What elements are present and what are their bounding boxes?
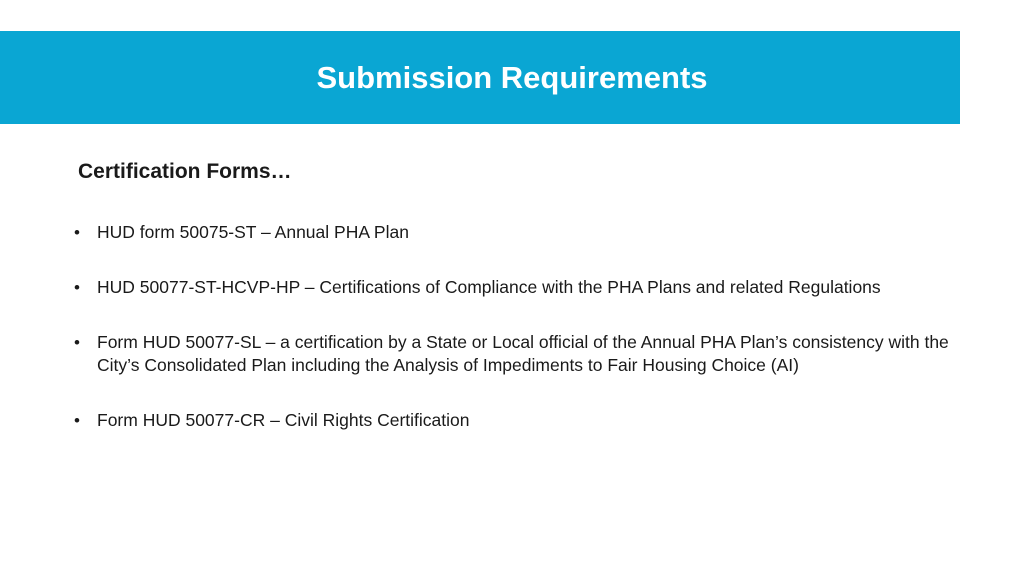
bullet-item — [74, 409, 964, 432]
bullet-dot-icon: • — [74, 223, 80, 242]
bullet-dot-icon: • — [74, 411, 80, 430]
bullet-dot-icon: • — [74, 278, 80, 297]
bullet-text: HUD form 50075-ST – Annual PHA Plan — [97, 222, 409, 242]
bullet-item — [74, 276, 964, 299]
slide-title: Submission Requirements — [316, 59, 708, 95]
bullet-dot-icon: • — [74, 333, 80, 352]
bullet-item — [74, 221, 964, 244]
section-heading: Certification Forms… — [78, 160, 292, 183]
bullet-text: HUD 50077-ST-HCVP-HP – Certifications of Compliance with the PHA Plans and related Regulations — [97, 277, 881, 297]
bullet-text: Form HUD 50077-CR – Civil Rights Certification — [97, 410, 470, 430]
bullet-text: Form HUD 50077-SL – a certification by a State or Local official of the Annual PHA Plan’s consistency with the City’s Consolidated Plan including the Analysis of Impediments to Fair Housing Choice (AI) — [97, 332, 949, 375]
title-banner — [0, 31, 960, 124]
bullet-list — [74, 221, 964, 432]
bullet-item — [74, 331, 964, 377]
